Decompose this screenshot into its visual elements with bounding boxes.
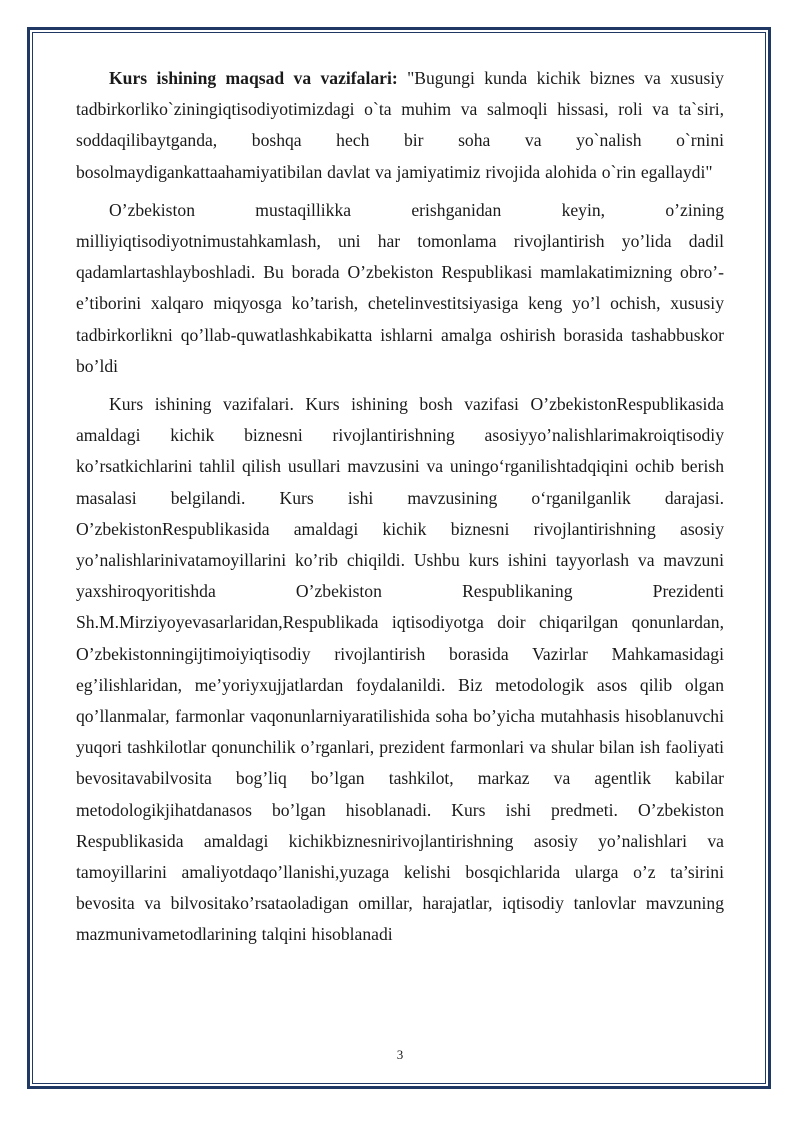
paragraph-course-goals: [76, 63, 724, 188]
paragraph-text: Kurs ishining vazifalari. Kurs ishining bosh vazifasi O’zbekistonRespublikasida amaldagi kichik biznesni rivojlantirishning asosiyyo’nalishlarimakroiqtisodiy ko’rsatkichlarini tahlil qilish usullari mavzusini va uningo‘rganilishtadqiqini ochib berish masalasi belgilandi. Kurs ishi mavzusining o‘rganilganlik darajasi. O’zbekistonRespublikasida amaldagi kichik biznesni rivojlantirishning asosiy yo’nalishlarinivatamoyillarini ko’rib chiqildi. Ushbu kurs ishini tayyorlash va mavzuni yaxshiroqyoritishda O’zbekiston Respublikaning Prezidenti Sh.M.Mirziyoyevasarlaridan,Respublikada iqtisodiyotga doir chiqarilgan qonunlardan, O’zbekistonningijtimoiyiqtisodiy rivojlantirish borasida Vazirlar Mahkamasidagi eg’ilishlaridan, me’yoriyxujjatlardan foydalanildi. Biz metodologik asos qilib olgan qo’llanmalar, farmonlar vaqonunlarniyaratilishida soha bo’yicha mutahhasis hisoblanuvchi yuqori tashkilotlar qonunchilik o’rganlari, prezident farmonlari va shular bilan ish faoliyati bevositavabilvosita bog’liq bo’lgan tashkilot, markaz va agentlik kabilar metodologikjihatdanasos bo’lgan hisoblanadi. Kurs ishi predmeti. O’zbekiston Respublikasida amaldagi kichikbiznesnirivojlantirishning asosiy yo’nalishlari va tamoyillarini amaliyotdaqo’llanishi,yuzaga kelishi bosqichlarida ularga o’z ta’sirini bevosita va bilvositako’rsataoladigan omillar, harajatlar, iqtisodiy tanlovlar mavzuning mazmunivametodlarining talqini hisoblanadi: [76, 394, 724, 945]
paragraph-independence: [76, 195, 724, 382]
paragraph-text: "Bugungi kunda kichik biznes va xususiy tadbirkorliko`ziningiqtisodiyotimizdagi o`ta muhim va salmoqli hissasi, roli va ta`siri, soddaqilibaytganda, boshqa hech bir soha va yo`nalish o`rnini bosolmaydigankattaahamiyatibilan davlat va jamiyatimiz rivojida alohida o`rin egallaydi": [76, 68, 724, 182]
page-number: 3: [396, 1047, 404, 1062]
paragraph-course-tasks: [76, 389, 724, 951]
document-body: [76, 63, 724, 951]
paragraph-text: O’zbekiston mustaqillikka erishganidan keyin, o’zining milliyiqtisodiyotnimustahkamlash, uni har tomonlama rivojlantirish yo’lida dadil qadamlartashlayboshladi. Bu borada O’zbekiston Respublikasi mamlakatimizning obro’-e’tiborini xalqaro miqyosga ko’tarish, chetelinvestitsiyasiga keng yo’l ochish, xususiy tadbirkorlikni qo’llab-quwatlashkabikatta ishlarni amalga oshirish borasida tashabbuskor bo’ldi: [76, 199, 724, 376]
paragraph-lead-heading: Kurs ishining maqsad va vazifalari:: [109, 68, 398, 88]
